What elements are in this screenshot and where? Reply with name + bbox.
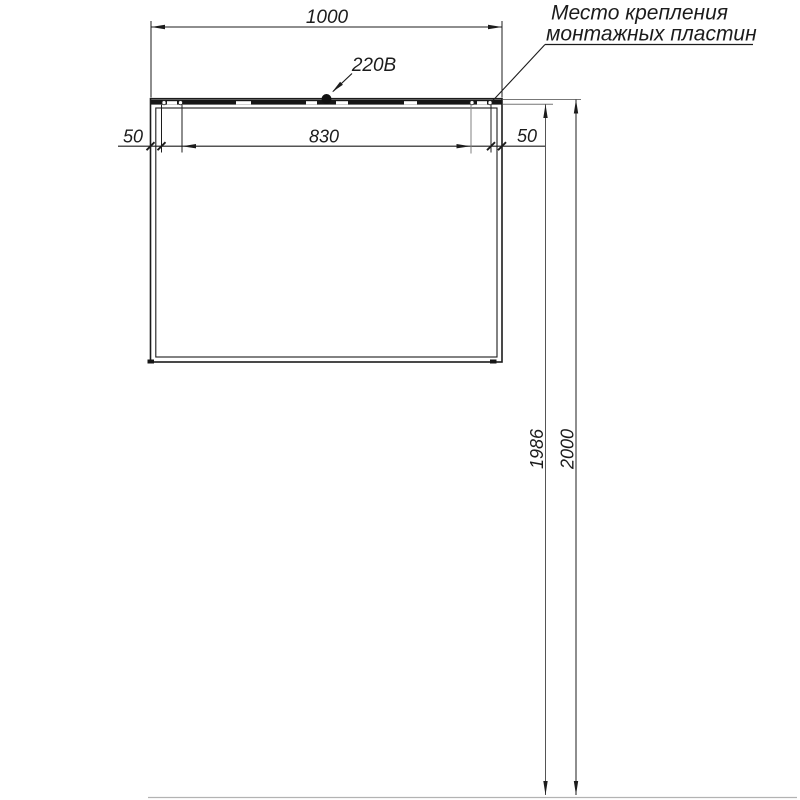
rail-slot <box>236 101 251 104</box>
mounting-hole <box>488 101 492 105</box>
arrowhead-1986-top-icon <box>543 104 547 118</box>
mounting-hole <box>178 101 182 105</box>
rail-slot <box>306 101 317 104</box>
height-total-label: 2000 <box>557 428 578 470</box>
power-leader-arrowhead-icon <box>332 82 343 93</box>
arrowhead-left-icon <box>151 25 165 30</box>
height-inner-label: 1986 <box>527 428 547 470</box>
bottom-right-clip <box>490 360 497 364</box>
arrowhead-830-left-icon <box>182 144 196 148</box>
power-label: 220В <box>351 55 397 76</box>
arrowhead-right-icon <box>488 25 502 30</box>
arrowhead-2000-top-icon <box>574 100 578 114</box>
rail-slot <box>167 101 177 104</box>
note-leader-line <box>492 45 545 102</box>
mounting-hole <box>162 101 166 105</box>
rail-slot <box>404 101 417 104</box>
note-line1: Место крепления <box>551 1 729 25</box>
rail-slot <box>477 101 487 104</box>
power-point-dot <box>322 94 332 104</box>
arrowhead-830-right-icon <box>457 144 471 148</box>
span-center-label: 830 <box>308 126 340 147</box>
mounting-hole <box>470 101 474 105</box>
arrowhead-1986-bottom-icon <box>543 781 547 795</box>
bottom-left-clip <box>148 360 155 364</box>
offset-left-label: 50 <box>122 126 144 147</box>
rail-slot <box>336 101 348 104</box>
offset-right-label: 50 <box>516 126 538 146</box>
arrowhead-2000-bottom-icon <box>574 781 578 795</box>
width-total-label: 1000 <box>305 7 349 28</box>
note-line2: монтажных пластин <box>546 22 757 46</box>
